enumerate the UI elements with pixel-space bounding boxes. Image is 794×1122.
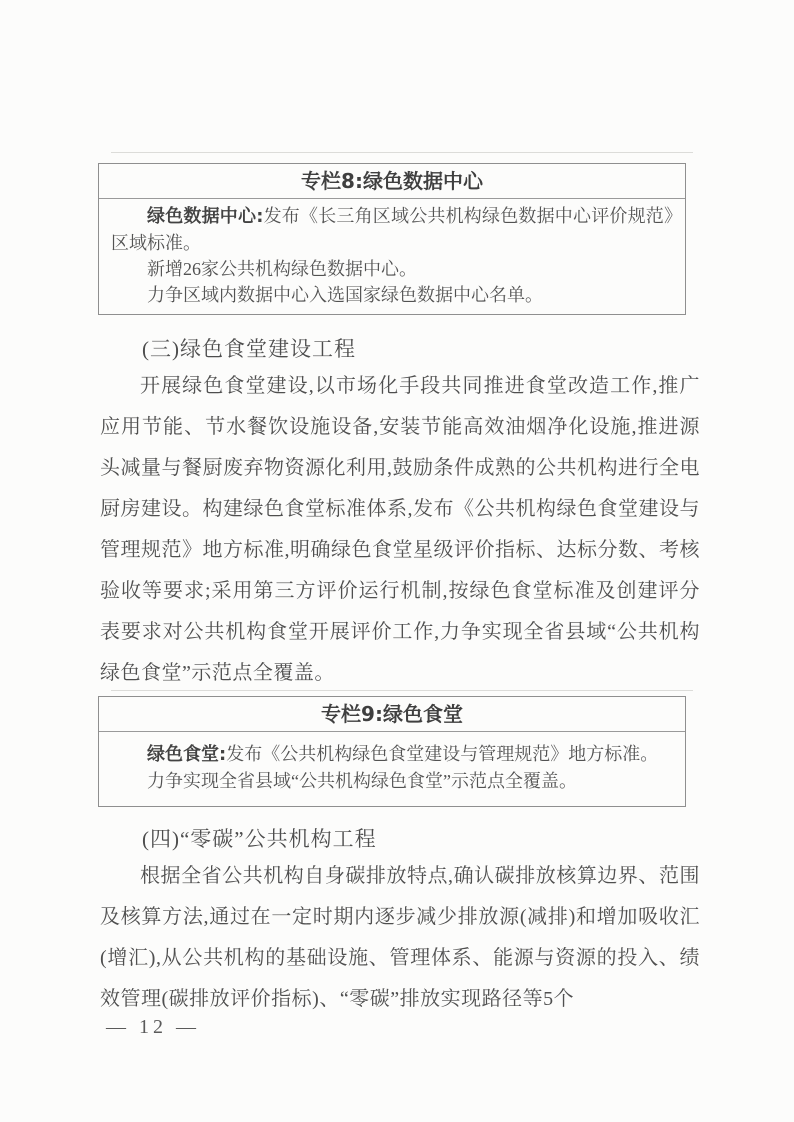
callout-box-8-body <box>99 199 685 314</box>
callout-paragraph-text: 发布《长三角区域公共机构绿色数据中心评价规范》区域标准。 <box>111 206 674 253</box>
section-heading-3: (三)绿色食堂建设工程 <box>142 337 356 361</box>
callout-paragraph-text: 力争区域内数据中心入选国家绿色数据中心名单。 <box>147 285 543 305</box>
callout-paragraph-lead: 绿色数据中心: <box>147 206 264 227</box>
callout-box-9-body <box>99 732 685 806</box>
section-paragraph-3: 开展绿色食堂建设,以市场化手段共同推进食堂改造工作,推广应用节能、节水餐饮设施设备,安装节能高效油烟净化设施,推进源头减量与餐厨废弃物资源化利用,鼓励条件成熟的公共机构进行全电厨房建设。构建绿色食堂标准体系,发布《公共机构绿色食堂建设与管理规范》地方标准,明确绿色食堂星级评价指标、达标分数、考核验收等要求;采用第三方评价运行机制,按绿色食堂标准及创建评分表要求对公共机构食堂开展评价工作,力争实现全省县域“公共机构绿色食堂”示范点全覆盖。 <box>100 375 700 684</box>
callout-box-9 <box>98 696 686 807</box>
callout-box-8-title: 专栏8:绿色数据中心 <box>99 164 685 199</box>
callout-paragraph <box>111 768 673 794</box>
page-number: — 12 — <box>106 1016 200 1038</box>
callout-paragraph <box>111 256 673 282</box>
callout-box-9-title: 专栏9:绿色食堂 <box>99 697 685 732</box>
callout-paragraph-text: 力争实现全省县域“公共机构绿色食堂”示范点全覆盖。 <box>147 771 577 791</box>
section-heading-4: (四)“零碳”公共机构工程 <box>142 827 377 851</box>
callout-paragraph-text: 新增26家公共机构绿色数据中心。 <box>147 259 417 279</box>
section-paragraph-4: 根据全省公共机构自身碳排放特点,确认碳排放核算边界、范围及核算方法,通过在一定时期内逐步减少排放源(减排)和增加吸收汇(增汇),从公共机构的基础设施、管理体系、能源与资源的投入、绩效管理(碳排放评价指标)、“零碳”排放实现路径等5个 <box>100 865 700 1010</box>
callout-paragraph-text: 发布《公共机构绿色食堂建设与管理规范》地方标准。 <box>226 744 659 764</box>
callout-paragraph-lead: 绿色食堂: <box>147 744 227 765</box>
callout-box-8 <box>98 163 686 315</box>
callout-paragraph <box>111 203 673 256</box>
callout-paragraph <box>111 282 673 308</box>
callout-paragraph <box>111 741 673 768</box>
